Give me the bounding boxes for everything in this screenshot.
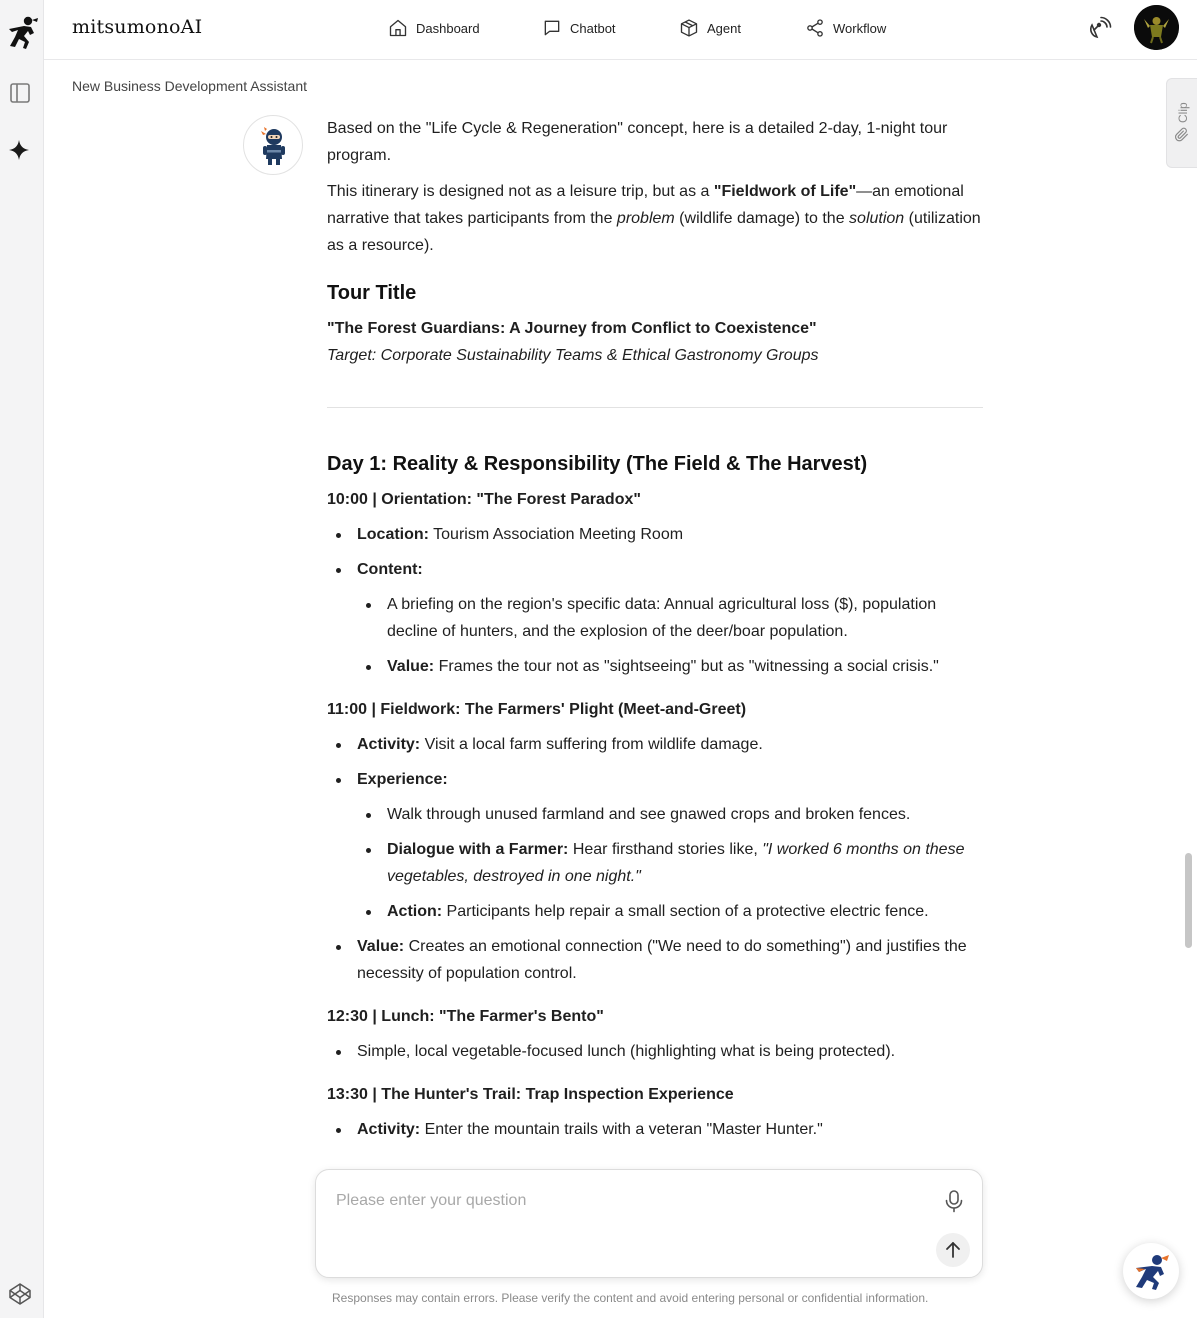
satellite-icon[interactable] xyxy=(1086,16,1112,42)
nav-agent-label: Agent xyxy=(707,20,741,36)
send-button[interactable] xyxy=(936,1233,970,1267)
list-item: Content: A briefing on the region's specific data: Annual agricultural loss ($), population decline of hunters, and the explosion of the deer/boar population. Value: Frames the tour not as "sightseeing" but as "witnessing a social crisis." xyxy=(327,556,983,680)
section-list xyxy=(327,731,983,987)
tour-title-heading: Tour Title xyxy=(327,282,417,304)
list-item: Dialogue with a Farmer: Hear firsthand stories like, "I worked 6 months on these vegetables, destroyed in one night." xyxy=(357,836,983,890)
brand-name[interactable]: mitsumonoAI xyxy=(72,16,203,38)
list-item: Activity: Visit a local farm suffering from wildlife damage. xyxy=(327,731,983,758)
nav-dashboard[interactable] xyxy=(388,17,480,39)
section-heading: 12:30 | Lunch: "The Farmer's Bento" xyxy=(327,1008,604,1025)
arrow-up-icon xyxy=(943,1240,963,1260)
list-item: Simple, local vegetable-focused lunch (highlighting what is being protected). xyxy=(327,1038,983,1065)
section-heading: 10:00 | Orientation: "The Forest Paradox" xyxy=(327,491,641,508)
assistant-fab[interactable] xyxy=(1123,1243,1179,1299)
assistant-message xyxy=(327,115,983,1161)
nav-chatbot-label: Chatbot xyxy=(570,20,616,36)
list-item: A briefing on the region's specific data: Annual agricultural loss ($), population decline of hunters, and the explosion of the deer/boar population. xyxy=(357,591,983,645)
home-icon xyxy=(388,18,408,38)
clip-tab[interactable] xyxy=(1166,78,1197,168)
left-rail xyxy=(0,0,44,1318)
divider xyxy=(327,407,983,408)
list-item: Value: Frames the tour not as "sightseeing" but as "witnessing a social crisis." xyxy=(357,653,983,680)
day1-heading: Day 1: Reality & Responsibility (The Field & The Harvest) xyxy=(327,453,868,475)
sparkle-icon[interactable] xyxy=(7,138,31,162)
paperclip-icon xyxy=(1174,127,1190,143)
message-paragraph: This itinerary is designed not as a leisure trip, but as a "Fieldwork of Life"—an emotional narrative that takes participants from the problem (wildlife damage) to the solution (utilization as a resource). xyxy=(327,183,981,254)
ninja-fab-icon xyxy=(1131,1251,1171,1291)
list-item: Location: Tourism Association Meeting Room xyxy=(327,521,983,548)
list-item: Activity: Enter the mountain trails with a veteran "Master Hunter." xyxy=(327,1116,983,1143)
ninja-avatar-icon xyxy=(258,126,290,166)
section-heading: 13:30 | The Hunter's Trail: Trap Inspection Experience xyxy=(327,1086,734,1103)
user-avatar-image xyxy=(1134,5,1179,50)
share-icon xyxy=(805,18,825,38)
tour-title: "The Forest Guardians: A Journey from Conflict to Coexistence" Target: Corporate Sustainability Teams & Ethical Gastronomy Groups xyxy=(327,320,819,364)
nav-workflow-label: Workflow xyxy=(833,20,887,36)
ninja-logo-icon[interactable] xyxy=(4,14,40,52)
sidebar-toggle-icon[interactable] xyxy=(8,81,32,105)
nav-chatbot[interactable] xyxy=(542,17,616,39)
assistant-avatar xyxy=(243,115,303,175)
nav-workflow[interactable] xyxy=(805,17,886,39)
list-item: Value: Creates an emotional connection ("We need to do something") and justifies the necessity of population control. xyxy=(327,933,983,987)
clip-label: Clip xyxy=(1176,102,1190,123)
list-item: Walk through unused farmland and see gnawed crops and broken fences. xyxy=(357,801,983,828)
list-item: Action: Participants help repair a small section of a protective electric fence. xyxy=(357,898,983,925)
scroll-fade xyxy=(327,1139,983,1161)
chat-icon xyxy=(542,18,562,38)
nav-dashboard-label: Dashboard xyxy=(416,20,480,36)
message-intro: Based on the "Life Cycle & Regeneration" concept, here is a detailed 2-day, 1-night tour program. xyxy=(327,120,948,164)
section-list xyxy=(327,1038,983,1065)
disclaimer: Responses may contain errors. Please verify the content and avoid entering personal or confidential information. xyxy=(332,1291,929,1305)
user-avatar[interactable] xyxy=(1134,5,1179,50)
codepen-icon[interactable] xyxy=(8,1282,32,1306)
top-bar xyxy=(44,0,1197,60)
question-input[interactable] xyxy=(336,1192,906,1232)
scrollbar-thumb[interactable] xyxy=(1185,853,1192,948)
chat-input-box xyxy=(315,1169,983,1278)
microphone-icon[interactable] xyxy=(943,1189,965,1213)
list-item: Experience: Walk through unused farmland and see gnawed crops and broken fences. Dialogue with a Farmer: Hear firsthand stories like, "I worked 6 months on these vegetables, destroyed in one night." Action: Participants help repair a small section of a protective electric fence. xyxy=(327,766,983,925)
section-list xyxy=(327,521,983,680)
nav-agent[interactable] xyxy=(679,17,741,39)
cube-icon xyxy=(679,18,699,38)
breadcrumb: New Business Development Assistant xyxy=(72,78,307,94)
section-heading: 11:00 | Fieldwork: The Farmers' Plight (Meet-and-Greet) xyxy=(327,701,747,718)
